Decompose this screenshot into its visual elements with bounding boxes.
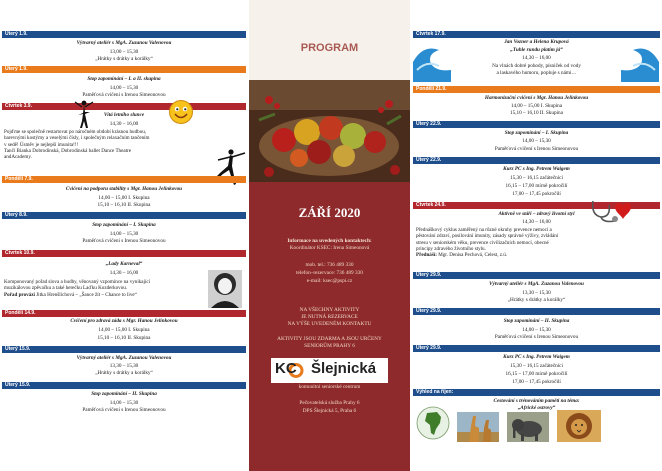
date-bar: Úterý 29.9. bbox=[413, 272, 660, 279]
event-time: 16,15 – 17,00 mírně pokročilí bbox=[505, 183, 568, 189]
event-time: 17,00 – 17,45 pokročilí bbox=[512, 379, 561, 385]
description-line: Přednáškový cyklus zaměřený na různé okruhy prevence nemocí a bbox=[416, 227, 552, 233]
event-title: Harmonizační cvičení s Mgr. Hanou Jelínkovou bbox=[484, 95, 589, 101]
date-bar: Čtvrtek 3.9. bbox=[2, 103, 246, 110]
logo-kc-text: KC bbox=[275, 360, 297, 377]
bold-label: Přednáší: bbox=[416, 252, 437, 259]
event-title: Stop zapomínání – I. Skupina bbox=[92, 222, 156, 228]
event-time: 14,30 – 16,00 bbox=[109, 121, 139, 127]
coordinator-text: Koordinátor KSEC: Irena Simeonová bbox=[289, 245, 370, 251]
event-title: Jan Vozner a Helena Krupová bbox=[504, 39, 569, 45]
event-time: 14,00 – 15,30 bbox=[109, 400, 139, 406]
event-time: 14,00 – 15,30 bbox=[109, 85, 139, 91]
date-bar: Čtvrtek 10.9. bbox=[2, 250, 246, 257]
event-note: Paměťová cvičení s Irenou Simeonovou bbox=[82, 238, 166, 244]
event-title: Aktivně ve stáří – zdravý životní styl bbox=[498, 211, 575, 217]
lion-photo bbox=[557, 410, 601, 442]
event-time: 14,00 – 15,00 I. Skupina bbox=[510, 103, 563, 109]
event-title: Výtvarný ateliér s MgA. Zuzanou Valenovou bbox=[76, 355, 172, 361]
event-time: 15,30 – 16,15 začátečníci bbox=[510, 363, 563, 369]
date-bar: Úterý 1.9. bbox=[2, 66, 246, 73]
date-bar: Pondělí 14.9. bbox=[2, 310, 246, 317]
africa-map-icon bbox=[415, 405, 451, 441]
event-time: 14,00 – 15,30 bbox=[109, 231, 139, 237]
event-title: Stop zapomínání – I. a II. skupina bbox=[87, 76, 161, 82]
event-title: Vítá letního slunce bbox=[103, 112, 145, 118]
date-bar: Úterý 29.9. bbox=[413, 345, 660, 352]
event-title: Stop zapomínání – II. Skupina bbox=[503, 318, 570, 324]
reservation-phone-text: telefon–rezervace: 736 489 330 bbox=[296, 270, 363, 276]
event-title: „Lady Karneval“ bbox=[105, 261, 143, 267]
free-activities-line: SENIORŮM PRAHY 6 bbox=[304, 343, 355, 349]
elephant-photo bbox=[507, 412, 549, 442]
event-note: „Hrátky s drátky a korálky“ bbox=[507, 297, 566, 303]
event-time: 13,00 – 15,30 bbox=[109, 49, 139, 55]
description-line bbox=[416, 252, 656, 258]
event-note: Paměťová cvičení s Irenou Simeonovou bbox=[494, 146, 579, 152]
event-time: 15,10 – 16,10 II. Skupina bbox=[510, 110, 563, 116]
date-bar: Čtvrtek 17.9. bbox=[413, 31, 660, 38]
event-time: 16,15 – 17,00 mírně pokročilí bbox=[505, 371, 568, 377]
ballerina-silhouette-icon bbox=[72, 99, 96, 129]
event-description bbox=[4, 129, 214, 160]
left-column bbox=[0, 0, 248, 471]
description-line: Komponovaný pořad slova a hudby, věnovaný vzpomínce na vynikající bbox=[4, 279, 151, 285]
wave-right-icon bbox=[621, 40, 659, 82]
event-note: Paměťová cvičení s Irenou Simeonovou bbox=[82, 407, 166, 413]
event-title: Cestování s trénováním paměti na téma: bbox=[493, 398, 580, 404]
smiley-sun-icon bbox=[168, 99, 194, 125]
description-text: Jitka Hrenšlichová – „Šance žít – Chance to live“ bbox=[34, 291, 137, 298]
logo-subtitle: komunitní seniorské centrum bbox=[298, 384, 361, 390]
description-line: Pojďme se společně restartovat po náročném období krásnou hudbou, bbox=[4, 129, 147, 135]
description-line: stresu v seniorském věku, prevence civilizačních nemocí, obecné bbox=[416, 239, 549, 246]
notice-line: JE NUTNÁ REZERVACE bbox=[301, 314, 358, 320]
description-line: muzikálovou zpěvačku a také herečku Laďku Kozderkovou. bbox=[4, 285, 128, 292]
giraffe-photo bbox=[457, 412, 499, 442]
address-line: Pečovatelská služba Prahy 6 bbox=[299, 400, 360, 406]
event-time: 14,00 – 15,30 bbox=[522, 327, 551, 333]
date-bar: Čtvrtek 24.9. bbox=[413, 202, 660, 209]
month-title: ZÁŘÍ 2020 bbox=[298, 205, 361, 220]
description-text: Mgr. Denisa Pechová, Celest, z.ú. bbox=[436, 252, 508, 259]
date-bar: Úterý 1.9. bbox=[2, 31, 246, 38]
event-subtitle: „Tuhle rundu platím já“ bbox=[510, 47, 563, 53]
free-activities-line: AKTIVITY JSOU ZDARMA A JSOU URČENY bbox=[277, 336, 382, 342]
event-description: a laskavého humoru, popluje s námi… bbox=[496, 70, 577, 76]
notice-line: NA VŠECHNY AKTIVITY bbox=[299, 307, 360, 313]
event-time: 14,00 – 15,00 I. Skupina bbox=[98, 327, 150, 333]
right-column bbox=[411, 0, 662, 471]
event-title: Kurz PC s Ing. Petrem Waigem bbox=[503, 354, 570, 360]
event-time: 15,30 – 16,15 začátečníci bbox=[510, 175, 563, 181]
event-title: Stop zapomínání – II. Skupina bbox=[91, 391, 157, 397]
event-time: 14,00 – 15,00 I. Skupina bbox=[98, 195, 150, 201]
event-note: Paměťová cvičení s Irenou Simeonovou bbox=[82, 92, 166, 98]
description-line: pěstování zdraví, posilování imunity, zásady správné výživy, zvládání bbox=[416, 233, 559, 240]
date-bar: Úterý 8.9. bbox=[2, 212, 246, 219]
date-bar: Pondělí 21.9. bbox=[413, 86, 660, 93]
address-line: DPS Šlejnická 5, Praha 6 bbox=[302, 408, 357, 414]
event-time: 15,10 – 16,10 II. Skupina bbox=[97, 335, 151, 341]
header-panel bbox=[249, 0, 410, 80]
kc-slejnicka-logo bbox=[271, 358, 388, 383]
middle-column bbox=[249, 0, 410, 471]
description-line: principy zdravého životního stylu. bbox=[416, 245, 486, 252]
event-title: Výtvarný ateliér s MgA. Zuzanou Valenovou bbox=[489, 281, 584, 287]
description-line: Tančí Bianka Dobrodinská, Dobrodinská ballet Dance Theatre bbox=[4, 147, 131, 154]
logo-name-text: Šlejnická bbox=[311, 360, 377, 377]
info-title: Informace na uvedených kontaktech: bbox=[287, 238, 372, 244]
event-subtitle: „Africké ostrovy“ bbox=[517, 405, 556, 411]
event-title: Kurz PC s Ing. Petrem Waigem bbox=[503, 166, 570, 172]
event-note: „Hrátky s drátky a korálky“ bbox=[95, 370, 153, 376]
email-text: e-mail: ksec@pspi.cz bbox=[306, 278, 353, 284]
date-bar: Výhled na říjen: bbox=[413, 389, 660, 396]
date-bar: Úterý 22.9. bbox=[413, 121, 660, 128]
notice-line: NA VÝŠE UVEDENÉM KONTAKTU bbox=[287, 321, 372, 327]
event-time: 14,30 – 16,00 bbox=[109, 270, 139, 276]
date-bar: Úterý 29.9. bbox=[413, 308, 660, 315]
date-bar: Úterý 15.9. bbox=[2, 382, 246, 389]
event-time: 14,30 – 16,00 bbox=[522, 219, 551, 225]
event-time: 13,30 – 15,30 bbox=[522, 290, 551, 296]
description-line: barevnými kostýmy a veselými čísly, i společným relaxačním tančením bbox=[4, 135, 150, 142]
event-time: 14,00 – 15,30 bbox=[522, 138, 551, 144]
wave-left-icon bbox=[413, 40, 451, 82]
event-title: Stop zapomínání – I. Skupina bbox=[504, 130, 569, 136]
date-bar: Úterý 22.9. bbox=[413, 157, 660, 164]
mobile-phone-text: mob. tel.: 736 489 330 bbox=[305, 262, 354, 268]
singer-portrait-photo bbox=[208, 270, 242, 308]
event-note: „Hrátky s drátky a korálky“ bbox=[95, 56, 153, 62]
program-title: PROGRAM bbox=[300, 42, 359, 54]
description-line bbox=[4, 292, 204, 298]
description-line: andAcademy. bbox=[4, 154, 32, 161]
event-title: Cvičení pro zdravá záda s Mgr. Hanou Jelínkovou bbox=[70, 318, 178, 324]
fruit-basket-photo bbox=[249, 80, 410, 182]
date-bar: Úterý 15.9. bbox=[2, 346, 246, 353]
event-time: 14,30 – 16,00 bbox=[522, 55, 551, 61]
event-description: Na vlnách dobré pohody, písniček od vody bbox=[492, 63, 581, 69]
stethoscope-heart-icon bbox=[587, 197, 635, 225]
event-description bbox=[4, 279, 204, 298]
event-time: 13,30 – 15,30 bbox=[109, 363, 139, 369]
event-time: 17,00 – 17,45 pokročilí bbox=[512, 191, 561, 197]
event-title: Cvičení na podporu stability s Mgr. Hanou Jelínkovou bbox=[65, 186, 183, 192]
event-description bbox=[416, 227, 656, 258]
date-bar: Pondělí 7.9. bbox=[2, 176, 246, 183]
description-line: v sedě! Úsměv je nejlepší imunita!!! bbox=[4, 141, 79, 148]
event-note: Paměťová cvičení s Irenou Simeonovou bbox=[494, 334, 579, 340]
event-title: Výtvarný ateliér s MgA. Zuzanou Valenovou bbox=[76, 40, 172, 46]
event-time: 15,10 – 16,10 II. Skupina bbox=[97, 202, 151, 208]
bold-label: Pořad provází bbox=[4, 291, 35, 298]
